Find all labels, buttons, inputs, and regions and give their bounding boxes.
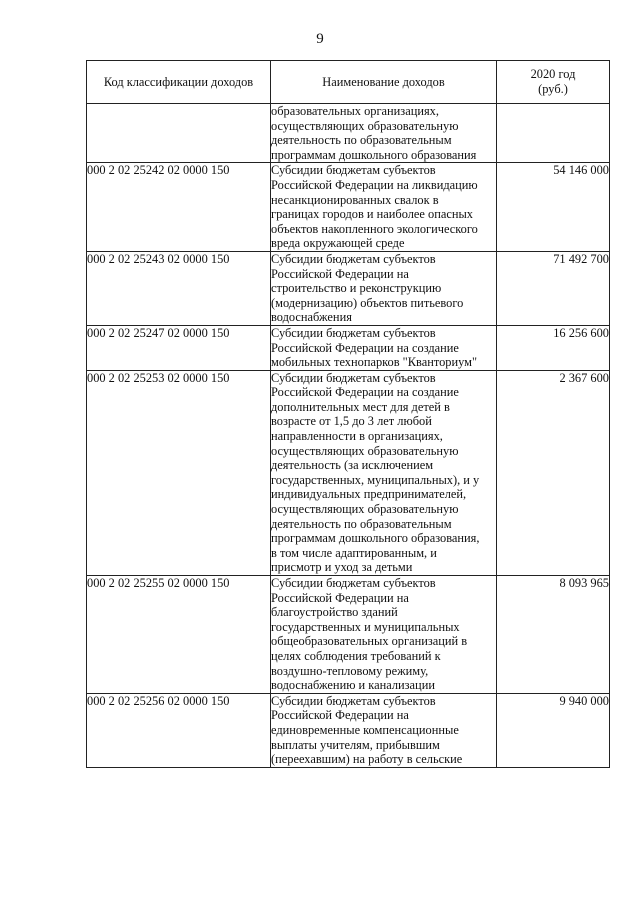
income-name-line: Российской Федерации на: [271, 708, 409, 723]
income-name-line: общеобразовательных организаций в: [271, 634, 468, 649]
income-code-cell: 000 2 02 25242 02 0000 150: [87, 163, 271, 252]
income-name-line: присмотр и уход за детьми: [271, 560, 413, 575]
table-row: [87, 576, 610, 694]
income-name-cell: [271, 251, 497, 325]
income-name-line: целях соблюдения требований к: [271, 648, 441, 663]
income-name-line: единовременные компенсационные: [271, 722, 459, 737]
income-code-cell: 000 2 02 25256 02 0000 150: [87, 693, 271, 767]
table-row: [87, 370, 610, 575]
income-code-cell: [87, 104, 271, 163]
income-name-line: возрасте от 1,5 до 3 лет любой: [271, 414, 432, 429]
income-name-line: индивидуальных предпринимателей,: [271, 487, 467, 502]
income-name-cell: [271, 104, 497, 163]
income-name-line: объектов накопленного экологического: [271, 221, 478, 236]
header-name: Наименование доходов: [271, 61, 497, 104]
table-row: [87, 693, 610, 767]
income-name-line: Субсидии бюджетам субъектов: [271, 163, 436, 178]
income-amount-cell: 54 146 000: [497, 163, 610, 252]
income-name-line: несанкционированных свалок в: [271, 192, 439, 207]
table-row: [87, 325, 610, 370]
table-row: [87, 251, 610, 325]
header-amount-unit: (руб.): [538, 82, 568, 96]
income-name-line: Российской Федерации на ликвидацию: [271, 177, 478, 192]
income-code-cell: 000 2 02 25247 02 0000 150: [87, 325, 271, 370]
income-name-line: направленности в организациях,: [271, 429, 443, 444]
table-header-row: [87, 61, 610, 104]
income-name-line: выплаты учителям, прибывшим: [271, 737, 440, 752]
income-name-line: Российской Федерации на: [271, 266, 409, 281]
income-name-line: благоустройство зданий: [271, 605, 398, 620]
income-name-line: в том числе адаптированным, и: [271, 545, 437, 560]
income-name-line: осуществляющих образовательную: [271, 118, 459, 133]
income-amount-cell: 9 940 000: [497, 693, 610, 767]
income-name-cell: [271, 370, 497, 575]
income-amount-cell: [497, 104, 610, 163]
income-name-line: мобильных технопарков "Кванториум": [271, 355, 478, 370]
header-code: Код классификации доходов: [87, 61, 271, 104]
income-amount-cell: 8 093 965: [497, 576, 610, 694]
income-amount-cell: 71 492 700: [497, 251, 610, 325]
income-name-line: деятельность (за исключением: [271, 458, 434, 473]
income-name-cell: [271, 163, 497, 252]
income-name-line: строительство и реконструкцию: [271, 281, 442, 296]
income-name-line: Субсидии бюджетам субъектов: [271, 251, 436, 266]
income-name-line: деятельность по образовательным: [271, 133, 452, 148]
income-name-line: (модернизацию) объектов питьевого: [271, 295, 464, 310]
table-row: [87, 104, 610, 163]
income-name-line: деятельность по образовательным: [271, 516, 452, 531]
income-name-line: программам дошкольного образования: [271, 147, 477, 162]
income-table: [86, 60, 610, 768]
income-name-line: дополнительных мест для детей в: [271, 399, 450, 414]
income-name-line: Российской Федерации на создание: [271, 385, 459, 400]
income-name-line: Субсидии бюджетам субъектов: [271, 325, 436, 340]
income-name-line: водоснабжения: [271, 310, 352, 325]
income-name-cell: [271, 693, 497, 767]
income-name-cell: [271, 576, 497, 694]
income-name-line: водоснабжению и канализации: [271, 678, 435, 693]
income-name-line: образовательных организациях,: [271, 104, 439, 118]
income-name-line: Российской Федерации на: [271, 590, 409, 605]
header-amount: [497, 61, 610, 104]
income-name-line: воздушно-тепловому режиму,: [271, 663, 429, 678]
income-name-line: государственных, муниципальных), и у: [271, 472, 480, 487]
income-name-line: Субсидии бюджетам субъектов: [271, 370, 436, 385]
income-name-line: осуществляющих образовательную: [271, 443, 459, 458]
income-name-line: осуществляющих образовательную: [271, 502, 459, 517]
income-code-cell: 000 2 02 25243 02 0000 150: [87, 251, 271, 325]
income-name-line: (переехавшим) на работу в сельские: [271, 752, 463, 767]
income-amount-cell: 2 367 600: [497, 370, 610, 575]
income-name-line: Российской Федерации на создание: [271, 340, 459, 355]
income-name-line: государственных и муниципальных: [271, 619, 460, 634]
income-name-cell: [271, 325, 497, 370]
income-name-line: Субсидии бюджетам субъектов: [271, 693, 436, 708]
income-name-line: границах городов и наиболее опасных: [271, 207, 473, 222]
income-name-line: Субсидии бюджетам субъектов: [271, 576, 436, 590]
income-code-cell: 000 2 02 25255 02 0000 150: [87, 576, 271, 694]
table-row: [87, 163, 610, 252]
income-code-cell: 000 2 02 25253 02 0000 150: [87, 370, 271, 575]
header-amount-year: 2020 год: [530, 67, 576, 81]
page-number: 9: [316, 31, 324, 47]
income-name-line: программам дошкольного образования,: [271, 531, 480, 546]
income-amount-cell: 16 256 600: [497, 325, 610, 370]
income-name-line: вреда окружающей среде: [271, 236, 405, 251]
